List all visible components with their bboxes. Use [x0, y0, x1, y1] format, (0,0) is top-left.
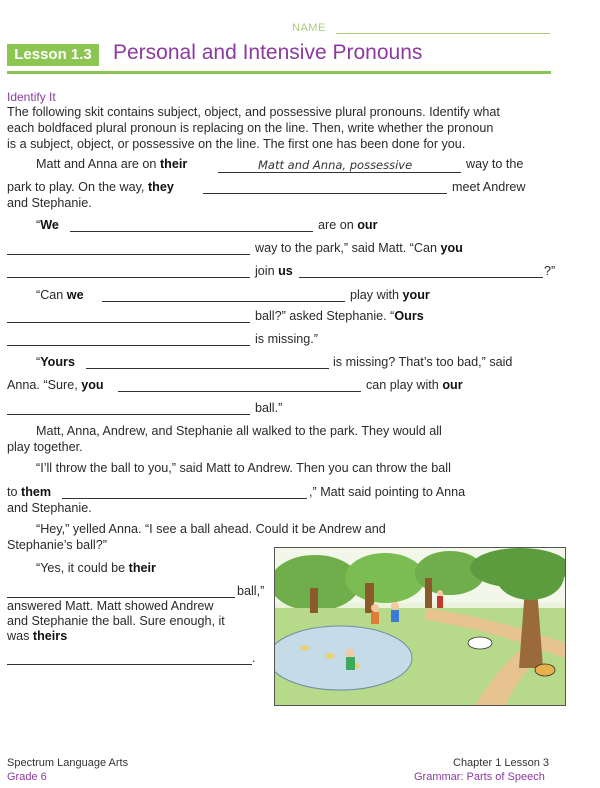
answer-blank-12[interactable]: [7, 414, 250, 415]
park-illustration: [274, 547, 566, 706]
skit-line: “Yes, it could be their: [36, 561, 156, 575]
sample-answer: Matt and Anna, possessive: [258, 158, 413, 172]
answer-blank-5[interactable]: [7, 277, 250, 278]
skit-line: way to the park,” said Matt. “Can you: [255, 241, 463, 255]
bold-pronoun: We: [40, 218, 59, 232]
answer-blank-11[interactable]: [118, 391, 361, 392]
skit-line: meet Andrew: [452, 180, 526, 194]
skit-line: Matt, Anna, Andrew, and Stephanie all walked to the park. They would all: [36, 424, 442, 438]
skit-line: “Can we: [36, 288, 84, 302]
skit-line: “I’ll throw the ball to you,” said Matt to Andrew. Then you can throw the ball: [36, 461, 451, 475]
skit-line: way to the: [466, 157, 524, 171]
answer-blank-10[interactable]: [86, 368, 329, 369]
skit-line: can play with our: [366, 378, 463, 392]
skit-line: ball.”: [255, 401, 283, 415]
skit-line: park to play. On the way, they: [7, 180, 174, 194]
answer-blank-2[interactable]: [203, 193, 447, 194]
footer-book-title: Spectrum Language Arts: [7, 757, 129, 769]
skit-line: ?”: [544, 264, 556, 278]
skit-line: “Yours: [36, 355, 75, 369]
skit-line: and Stephanie.: [7, 501, 92, 515]
name-label: NAME: [292, 22, 326, 34]
bold-pronoun: they: [147, 180, 174, 194]
skit-line: Anna. “Sure, you: [7, 378, 104, 392]
skit-line: to them: [7, 485, 52, 499]
answer-blank-9[interactable]: [7, 345, 250, 346]
bold-pronoun: them: [21, 485, 52, 499]
name-field[interactable]: [336, 33, 550, 34]
skit-line: and Stephanie.: [7, 196, 92, 210]
skit-line: and Stephanie the ball. Sure enough, it: [7, 614, 225, 628]
section-heading: Identify It: [7, 90, 56, 104]
skit-line: Stephanie’s ball?”: [7, 538, 107, 552]
bold-pronoun: Ours: [394, 309, 424, 323]
bold-pronoun: Yours: [40, 355, 75, 369]
skit-line: ball?” asked Stephanie. “Ours: [255, 309, 424, 323]
bold-pronoun: our: [357, 218, 378, 232]
title-divider: [7, 71, 551, 74]
park-scene-image: [275, 548, 565, 705]
skit-line: ,” Matt said pointing to Anna: [309, 485, 466, 499]
answer-blank-15[interactable]: [7, 664, 252, 665]
bold-pronoun: we: [66, 288, 84, 302]
page-title: Personal and Intensive Pronouns: [113, 41, 423, 64]
footer-grade: Grade 6: [7, 771, 47, 783]
answer-blank-8[interactable]: [7, 322, 250, 323]
bold-pronoun: our: [442, 378, 463, 392]
answer-blank-4[interactable]: [7, 254, 250, 255]
footer-topic: Grammar: Parts of Speech: [414, 771, 545, 783]
bold-pronoun: you: [440, 241, 463, 255]
skit-line: Matt and Anna are on their: [36, 157, 188, 171]
skit-line: is missing? That’s too bad,” said: [333, 355, 513, 369]
skit-line: answered Matt. Matt showed Andrew: [7, 599, 214, 613]
skit-line: .: [252, 651, 256, 665]
skit-line: play together.: [7, 440, 83, 454]
bold-pronoun: your: [402, 288, 430, 302]
bold-pronoun: their: [128, 561, 156, 575]
skit-line: “Hey,” yelled Anna. “I see a ball ahead. Could it be Andrew and: [36, 522, 386, 536]
footer-chapter: Chapter 1 Lesson 3: [453, 757, 550, 769]
bold-pronoun: theirs: [32, 629, 68, 643]
bold-pronoun: you: [81, 378, 104, 392]
instructions-line-2: each boldfaced plural pronoun is replacing on the line. Then, write whether the pronoun: [7, 121, 494, 135]
answer-blank-13[interactable]: [62, 498, 307, 499]
lesson-badge: Lesson 1.3: [7, 44, 99, 66]
skit-line: ball,”: [237, 584, 265, 598]
bold-pronoun: us: [278, 264, 293, 278]
answer-blank-3[interactable]: [70, 231, 313, 232]
skit-line: are on our: [318, 218, 378, 232]
answer-blank-1[interactable]: [218, 172, 461, 173]
skit-line: is missing.”: [255, 332, 318, 346]
skit-line: “We: [36, 218, 59, 232]
skit-line: was theirs: [7, 629, 68, 643]
bold-pronoun: their: [159, 157, 188, 171]
instructions-line-1: The following skit contains subject, object, and possessive plural pronouns. Identify what: [7, 105, 500, 119]
skit-line: join us: [255, 264, 293, 278]
skit-line: play with your: [350, 288, 430, 302]
answer-blank-7[interactable]: [102, 301, 345, 302]
answer-blank-6[interactable]: [299, 277, 543, 278]
instructions-line-3: is a subject, object, or possessive on the line. The first one has been done for you.: [7, 137, 466, 151]
